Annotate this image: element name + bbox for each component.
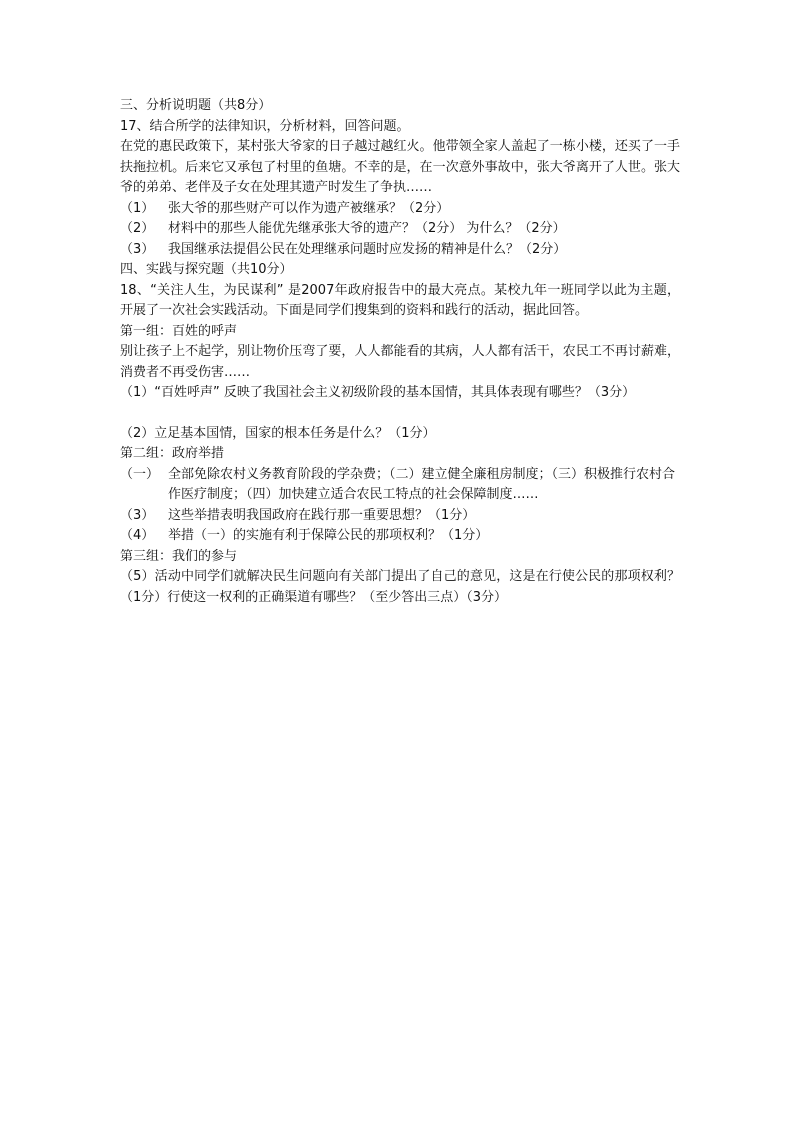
group3-title: 第三组：我们的参与 bbox=[120, 548, 238, 564]
item-number: （3） bbox=[120, 507, 155, 523]
item-text: 材料中的那些人能优先继承张大爷的遗产？（2分） 为什么？（2分） bbox=[168, 221, 566, 236]
item-text: 我国继承法提倡公民在处理继承问题时应发扬的精神是什么？（2分） bbox=[168, 241, 567, 257]
document-body bbox=[120, 96, 680, 608]
question-18-sub-5: （5）活动中同学们就解决民生问题向有关部门提出了自己的意见，这是在行使公民的那项权利？（1分）行使这一权利的正确渠道有哪些？（至少答出三点）（3分） bbox=[120, 569, 680, 605]
section4-heading: 四、实践与探究题（共10分） bbox=[120, 262, 293, 277]
section3-heading: 三、分析说明题（共8分） bbox=[120, 98, 272, 113]
question-18-sub-1: （1）“百姓呼声” 反映了我国社会主义初级阶段的基本国情，其具体表现有哪些？（3分） bbox=[120, 385, 636, 400]
item-text: 这些举措表明我国政府在践行那一重要思想？（1分） bbox=[168, 507, 476, 523]
group2-item-3 bbox=[120, 506, 680, 527]
question-18-intro: 18、“关注人生，为民谋利” 是2007年政府报告中的最大亮点。某校九年一班同学以此为主题，开展了一次社会实践活动。下面是同学们搜集到的资料和践行的活动，据此回答。 bbox=[120, 282, 680, 318]
group2-title: 第二组：政府举措 bbox=[120, 446, 225, 461]
question-17-item-1 bbox=[120, 199, 680, 220]
group2-item-4 bbox=[120, 526, 680, 547]
group2-item-measures bbox=[120, 465, 680, 506]
question-17-item-3 bbox=[120, 240, 680, 261]
item-number: （2） bbox=[120, 221, 155, 236]
question-17-item-2 bbox=[120, 219, 680, 240]
question-17-title: 17、结合所学的法律知识，分析材料，回答问题。 bbox=[120, 118, 410, 134]
item-number: （一） bbox=[120, 466, 160, 482]
item-number: （4） bbox=[120, 528, 155, 543]
item-number: （3） bbox=[120, 241, 155, 257]
item-number: （1） bbox=[120, 200, 155, 216]
answer-space bbox=[120, 404, 680, 424]
group1-material: 别让孩子上不起学，别让物价压弯了要，人人都能看的其病，人人都有活干，农民工不再讨薪难，消费者不再受伤害…… bbox=[120, 344, 680, 380]
item-text: 举措（一）的实施有利于保障公民的那项权利？（1分） bbox=[168, 528, 489, 543]
item-text: 全部免除农村义务教育阶段的学杂费；（二）建立健全廉租房制度；（三）积极推行农村合作医疗制度；（四）加快建立适合农民工特点的社会保障制度…… bbox=[168, 466, 676, 502]
group1-title: 第一组：百姓的呼声 bbox=[120, 323, 238, 339]
question-18-sub-2: （2）立足基本国情，国家的根本任务是什么？（1分） bbox=[120, 425, 436, 441]
question-17-material: 在党的惠民政策下，某村张大爷家的日子越过越红火。他带领全家人盖起了一栋小楼，还买了一手扶拖拉机。后来它又承包了村里的鱼塘。不幸的是，在一次意外事故中，张大爷离开了人世。张大爷的弟弟、老伴及子女在处理其遗产时发生了争执…… bbox=[120, 139, 680, 195]
item-text: 张大爷的那些财产可以作为遗产被继承？（2分） bbox=[168, 200, 450, 216]
